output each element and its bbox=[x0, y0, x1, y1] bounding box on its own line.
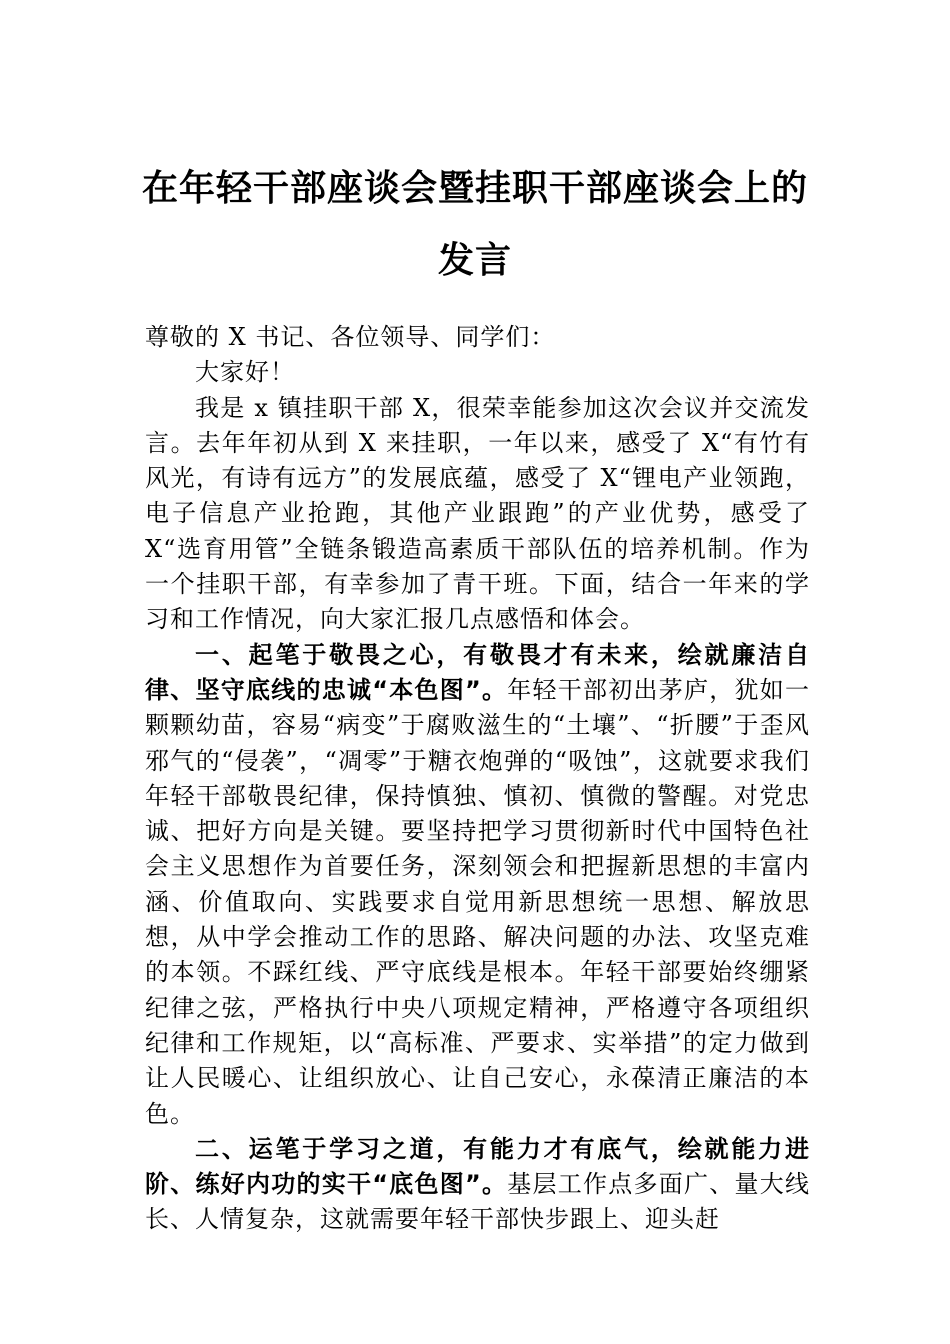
section-1-body: 年轻干部初出茅庐，犹如一颗颗幼苗，容易“病变”于腐败滋生的“土壤”、“折腰”于歪风邪气的“侵袭”，“凋零”于糖衣炮弹的“吸蚀”，这就要求我们年轻干部敬畏纪律，保持慎独、慎初、慎微的警醒。对党忠诚、把好方向是关键。要坚持把学习贯彻新时代中国特色社会主义思想作为首要任务，深刻领会和把握新思想的丰富内涵、价值取向、实践要求自觉用新思想统一思想、解放思想，从中学会推动工作的思路、解决问题的办法、攻坚克难的本领。不踩红线、严守底线是根本。年轻干部要始终绷紧纪律之弦，严格执行中央八项规定精神，严格遵守各项组织纪律和工作规矩，以“高标准、严要求、实举措”的定力做到让人民暖心、让组织放心、让自己安心，永葆清正廉洁的本色。 bbox=[145, 675, 811, 1128]
section-2-body: 基层工作点多面广、量大线长、人情复杂，这就需要年轻干部快步跟上、迎头赶 bbox=[145, 1170, 811, 1234]
document-title-line-2: 发言 bbox=[437, 239, 512, 281]
intro-paragraph: 我是 x 镇挂职干部 X，很荣幸能参加这次会议并交流发言。去年年初从到 X 来挂职，一年以来，感受了 X“有竹有风光，有诗有远方”的发展底蕴，感受了 X“锂电产业领跑，电子信息产业抢跑，其他产业跟跑”的产业优势，感受了 X“选育用管”全链条锻造高素质干部队伍的培养机制。作为一个挂职干部，有幸参加了青干班。下面，结合一年来的学习和工作情况，向大家汇报几点感悟和体会。 bbox=[145, 393, 810, 634]
greeting: 大家好！ bbox=[195, 358, 295, 387]
section-2-paragraph bbox=[145, 1132, 810, 1238]
section-1-paragraph bbox=[145, 638, 810, 1132]
section-1-heading: 一、起笔于敬畏之心，有敬畏才有未来，绘就廉洁自律、坚守底线的忠诚“本色图”。 bbox=[145, 640, 810, 704]
document-title-line-1: 在年轻干部座谈会暨挂职干部座谈会上的 bbox=[141, 167, 808, 209]
section-2-heading: 二、运笔于学习之道，有能力才有底气，绘就能力进阶、练好内功的实干“底色图”。 bbox=[145, 1134, 810, 1199]
document-body bbox=[145, 320, 810, 1238]
salutation: 尊敬的 X 书记、各位领导、同学们： bbox=[145, 323, 556, 351]
